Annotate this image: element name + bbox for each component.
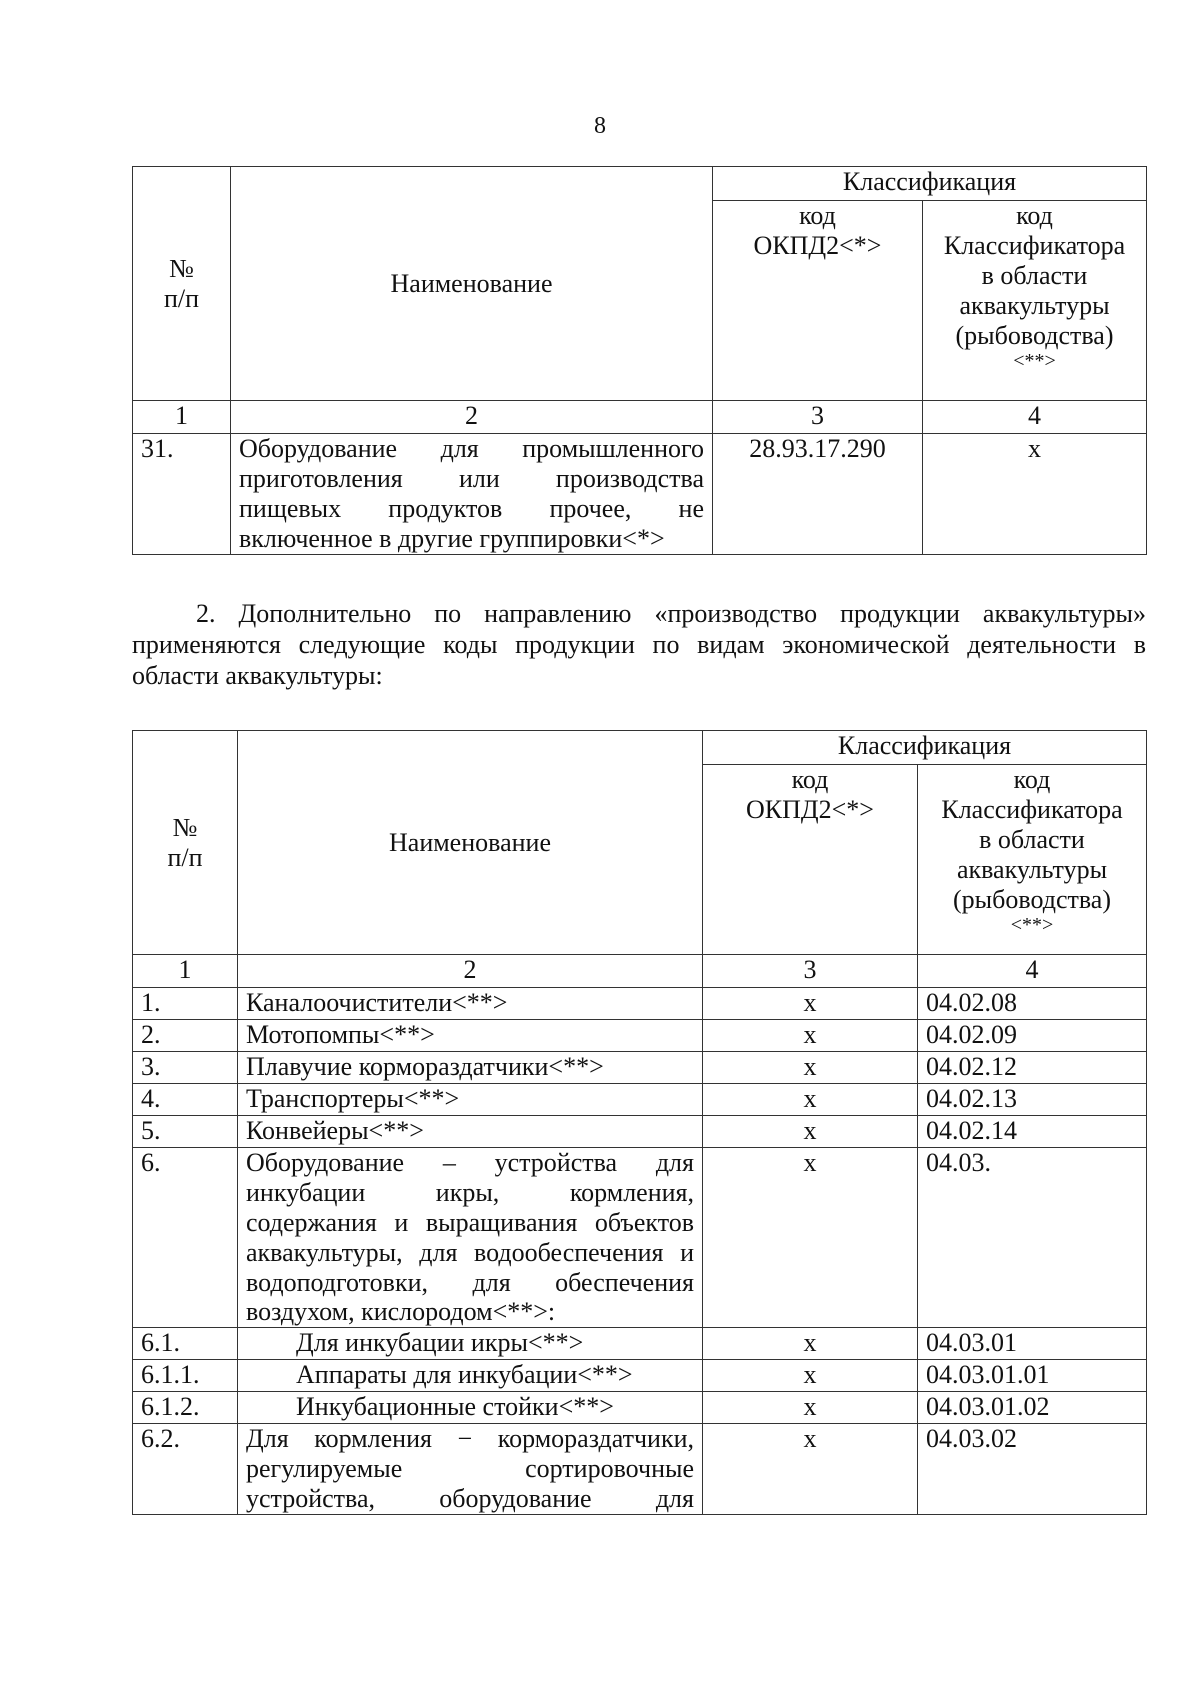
classification-table-2 [132,730,1147,1515]
row-num: 6.1. [133,1328,238,1360]
table-row [133,1148,1147,1328]
row-num: 6. [133,1148,238,1328]
row-classifier: 04.02.13 [918,1084,1147,1116]
row-name: Транспортеры<**> [238,1084,703,1116]
table-row [133,1020,1147,1052]
table-row [133,1084,1147,1116]
header-num: № п/п [133,731,238,955]
row-classifier: 04.02.14 [918,1116,1147,1148]
row-classifier: 04.02.08 [918,988,1147,1020]
row-classifier: 04.02.09 [918,1020,1147,1052]
row-num: 3. [133,1052,238,1084]
row-num: 6.1.2. [133,1392,238,1424]
paragraph-2: 2. Дополнительно по направлению «производство продукции аквакультуры» применяются следующие коды продукции по видам экономической деятельности в области аквакультуры: [132,599,1146,691]
header-classifier: код Классификатора в области аквакультуры (рыбоводства) [941,765,1123,914]
row-okpd: x [703,988,918,1020]
row-classifier: 04.02.12 [918,1052,1147,1084]
row-name: Оборудование для промышленного приготовления или производства пищевых продуктов прочее, не включенное в другие группировки<*> [231,434,713,555]
row-classifier: 04.03.01.01 [918,1360,1147,1392]
row-num: 2. [133,1020,238,1052]
classification-table-1 [132,166,1147,555]
col-number-2: 2 [231,401,713,434]
table-row [133,1360,1147,1392]
header-okpd: код ОКПД2<*> [703,765,918,955]
page-number: 8 [594,113,606,139]
col-number-3: 3 [713,401,923,434]
header-name: Наименование [231,167,713,401]
row-okpd: x [703,1424,918,1515]
row-name: Плавучие кормораздатчики<**> [238,1052,703,1084]
header-classifier: код Классификатора в области аквакультуры (рыбоводства) [943,201,1126,350]
header-classifier-note: <**> [1013,350,1056,373]
row-okpd: x [703,1392,918,1424]
col-number-3: 3 [703,955,918,988]
row-okpd: 28.93.17.290 [713,434,923,555]
row-okpd: x [703,1020,918,1052]
row-name: Для инкубации икры<**> [238,1328,703,1360]
header-okpd: код ОКПД2<*> [713,201,923,401]
header-classification: Классификация [703,731,1147,765]
row-num: 5. [133,1116,238,1148]
row-okpd: x [703,1084,918,1116]
row-name: Аппараты для инкубации<**> [238,1360,703,1392]
header-classifier-cell [923,201,1147,401]
table-row [133,1424,1147,1515]
header-classification: Классификация [713,167,1147,201]
col-number-4: 4 [918,955,1147,988]
row-name: Каналоочистители<**> [238,988,703,1020]
table-row [133,1052,1147,1084]
row-name: Мотопомпы<**> [238,1020,703,1052]
table-row [133,1392,1147,1424]
col-number-1: 1 [133,401,231,434]
row-name: Оборудование – устройства для инкубации икры, кормления, содержания и выращивания объектов аквакультуры, для водообеспечения и водоподготовки, для обеспечения воздухом, кислородом<**>: [238,1148,703,1328]
header-name: Наименование [238,731,703,955]
row-okpd: x [703,1328,918,1360]
row-num: 6.2. [133,1424,238,1515]
table-row [133,1116,1147,1148]
row-classifier: 04.03.02 [918,1424,1147,1515]
header-num: № п/п [133,167,231,401]
row-classifier: x [923,434,1147,555]
header-classifier-note: <**> [1010,914,1054,937]
col-number-1: 1 [133,955,238,988]
header-classifier-cell [918,765,1147,955]
row-classifier: 04.03.01 [918,1328,1147,1360]
row-classifier: 04.03.01.02 [918,1392,1147,1424]
row-okpd: x [703,1052,918,1084]
col-number-4: 4 [923,401,1147,434]
row-num: 6.1.1. [133,1360,238,1392]
row-okpd: x [703,1360,918,1392]
table-row [133,434,1147,555]
row-okpd: x [703,1148,918,1328]
row-name: Инкубационные стойки<**> [238,1392,703,1424]
row-num: 4. [133,1084,238,1116]
table-row [133,988,1147,1020]
row-num: 31. [133,434,231,555]
row-okpd: x [703,1116,918,1148]
row-name: Для кормления − кормораздатчики, регулируемые сортировочные устройства, оборудование для [238,1424,703,1515]
table-row [133,1328,1147,1360]
col-number-2: 2 [238,955,703,988]
row-name: Конвейеры<**> [238,1116,703,1148]
row-classifier: 04.03. [918,1148,1147,1328]
row-num: 1. [133,988,238,1020]
